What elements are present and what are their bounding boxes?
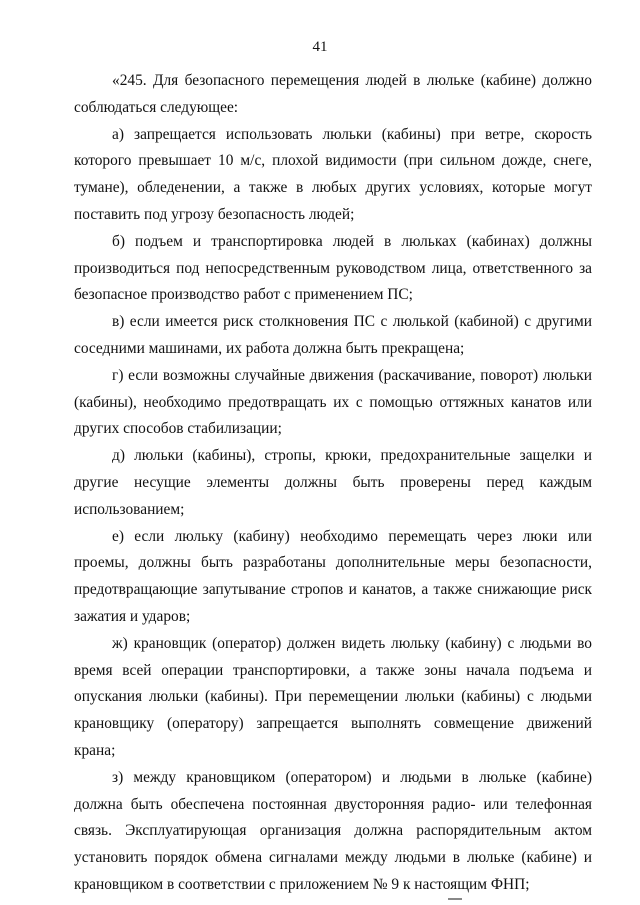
paragraph-item-b: б) подъем и транспортировка людей в люльках (кабинах) должны производиться под непосредственным руководством лица, ответственного за безопасное производство работ с применением ПС; [74,232,592,304]
page-number: 41 [312,39,328,55]
paragraph-item-v: в) если имеется риск столкновения ПС с люлькой (кабиной) с другими соседними машинами, их работа должна быть прекращена; [74,313,592,357]
scan-edge-mark [448,898,462,900]
document-body [74,68,592,899]
paragraph-item-a: а) запрещается использовать люльки (кабины) при ветре, скорость которого превышает 10 м/с, плохой видимости (при сильном дожде, снеге, тумане), обледенении, а также в любых других условиях, которые могут поставить под угрозу безопасность людей; [74,125,592,223]
paragraph-item-d: д) люльки (кабины), стропы, крюки, предохранительные защелки и другие несущие элементы должны быть проверены перед каждым использованием; [74,447,592,518]
paragraph-245-intro: «245. Для безопасного перемещения людей в люльке (кабине) должно соблюдаться следующее: [74,72,592,116]
paragraph-item-z: з) между крановщиком (оператором) и людьми в люльке (кабине) должна быть обеспечена постоянная двусторонняя радио- или телефонная связь. Эксплуатирующая организация должна распорядительным актом установить порядок обмена сигналами между людьми в люльке (кабине) и крановщиком в соответствии с приложением № 9 к настоящим ФНП; [74,768,592,893]
paragraph-item-e: е) если люльку (кабину) необходимо перемещать через люки или проемы, должны быть разработаны дополнительные меры безопасности, предотвращающие запутывание стропов и канатов, а также снижающие риск зажатия и ударов; [74,527,592,625]
paragraph-item-g: г) если возможны случайные движения (раскачивание, поворот) люльки (кабины), необходимо предотвращать их с помощью оттяжных канатов или других способов стабилизации; [74,366,592,438]
paragraph-item-zh: ж) крановщик (оператор) должен видеть люльку (кабину) с людьми во время всей операции транспортировки, а также зоны начала подъема и опускания люльки (кабины). При перемещении люльки (кабины) с людьми крановщику (оператору) запрещается выполнять совмещение движений крана; [74,634,592,759]
